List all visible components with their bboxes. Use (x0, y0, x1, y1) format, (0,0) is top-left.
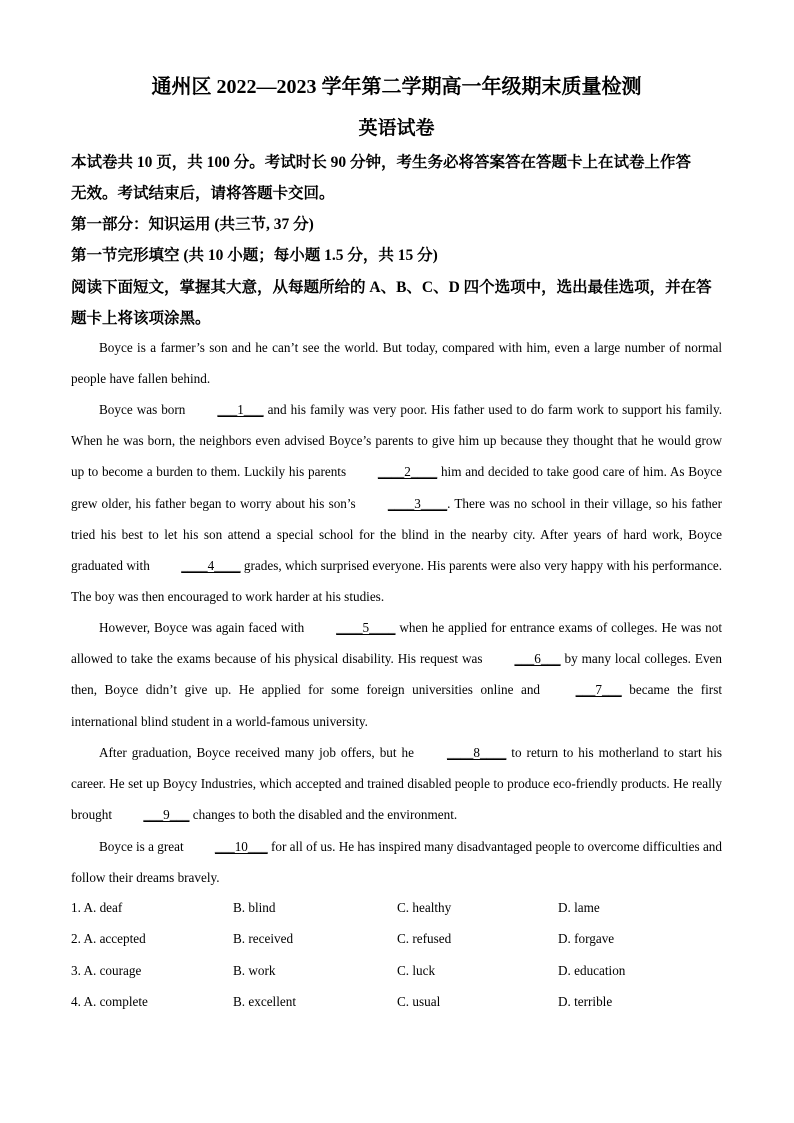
option-c: C. healthy (397, 900, 452, 915)
blank-9: ___9___ (143, 807, 190, 823)
option-a: 1. A. deaf (71, 900, 123, 915)
paragraph-text: Boyce was born (99, 402, 190, 417)
blank-4: ____4____ (181, 558, 241, 574)
option-c: C. refused (397, 931, 452, 946)
passage-paragraph-4 (71, 737, 722, 831)
paragraph-text: for all of us. He has inspired many disadvantaged people to overcome difficulties and follow their dreams bravely. (71, 839, 722, 886)
blank-3: ____3____ (387, 495, 448, 511)
question-2 (71, 931, 722, 951)
option-b: B. blind (233, 900, 276, 915)
instruction-line-1: 本试卷共 10 页，共 100 分。考试时长 90 分钟，考生务必将答案答在答题卡上在试卷上作答 (71, 154, 692, 171)
option-b: B. excellent (233, 994, 296, 1009)
passage-paragraph-3 (71, 612, 722, 737)
paragraph-text: Boyce is a farmer’s son and he can’t see the world. But today, compared with him, even a large number of normal people have fallen behind. (71, 340, 722, 387)
option-d: D. lame (558, 900, 600, 915)
blank-10: ___10___ (214, 839, 268, 854)
exam-title: 通州区 2022—2023 学年第二学期高一年级期末质量检测 (151, 76, 642, 98)
question-4 (71, 994, 722, 1014)
paragraph-text: him and decided to take good care of him. As Boyce grew older, his father began to worry about his son’s (71, 464, 722, 511)
option-a: 3. A. courage (71, 963, 142, 978)
option-b: B. work (233, 963, 276, 978)
paragraph-text: when he applied for entrance exams of colleges. He was not allowed to take the exams because of his physical disability. His request was (71, 620, 722, 667)
paragraph-text: After graduation, Boyce received many job offers, but he (99, 745, 419, 760)
paragraph-text: became the first international blind student in a world-famous university. (71, 682, 722, 729)
direction-line-2: 题卡上将该项涂黑。 (71, 310, 211, 327)
paragraph-text: to return to his motherland to start his career. He set up Boycy Industries, which accepted and trained disabled people to produce eco-friendly products. He really brought (71, 745, 722, 823)
blank-6: ___6___ (514, 651, 561, 667)
exam-subtitle: 英语试卷 (358, 118, 435, 139)
question-1 (71, 900, 722, 920)
passage-paragraph-2 (71, 394, 722, 612)
section-heading: 第一节完形填空 (共 10 小题；每小题 1.5 分，共 15 分) (71, 247, 438, 264)
option-d: D. education (558, 963, 626, 978)
option-d: D. forgave (558, 931, 615, 946)
option-d: D. terrible (558, 994, 613, 1009)
paragraph-text: Boyce is a great (99, 839, 187, 854)
direction-line-1: 阅读下面短文，掌握其大意，从每题所给的 A、B、C、D 四个选项中，选出最佳选项，并在答 (71, 279, 712, 296)
question-3 (71, 963, 722, 983)
blank-1: ___1___ (217, 402, 264, 417)
blank-8: ____8____ (446, 745, 507, 760)
blank-5: ____5____ (336, 620, 396, 635)
passage-paragraph-5 (71, 831, 722, 893)
blank-7: ___7___ (575, 682, 622, 698)
paragraph-text: However, Boyce was again faced with (99, 620, 309, 635)
part-heading: 第一部分：知识运用 (共三节, 37 分) (71, 216, 314, 233)
option-c: C. usual (397, 994, 441, 1009)
option-a: 2. A. accepted (71, 931, 146, 946)
passage-paragraph-1 (71, 332, 722, 394)
instruction-line-2: 无效。考试结束后，请将答题卡交回。 (71, 185, 335, 202)
paragraph-text: grades, which surprised everyone. His parents were also very happy with his performance. The boy was then encouraged to work harder at his studies. (71, 558, 722, 605)
paragraph-text: and his family was very poor. His father used to do farm work to support his family. When he was born, the neighbors even advised Boyce’s parents to give him up because they thought that he would grow up to become a burden to them. Luckily his parents (71, 402, 723, 480)
option-c: C. luck (397, 963, 436, 978)
blank-2: ____2____ (377, 464, 438, 480)
paragraph-text: by many local colleges. Even then, Boyce didn’t give up. He applied for some foreign universities online and (71, 651, 722, 698)
option-b: B. received (233, 931, 294, 946)
option-a: 4. A. complete (71, 994, 148, 1009)
paragraph-text: . There was no school in their village, so his father tried his best to let his son attend a special school for the blind in the nearby city. After years of hard work, Boyce graduated with (71, 495, 722, 574)
paragraph-text: changes to both the disabled and the environment. (189, 807, 458, 823)
